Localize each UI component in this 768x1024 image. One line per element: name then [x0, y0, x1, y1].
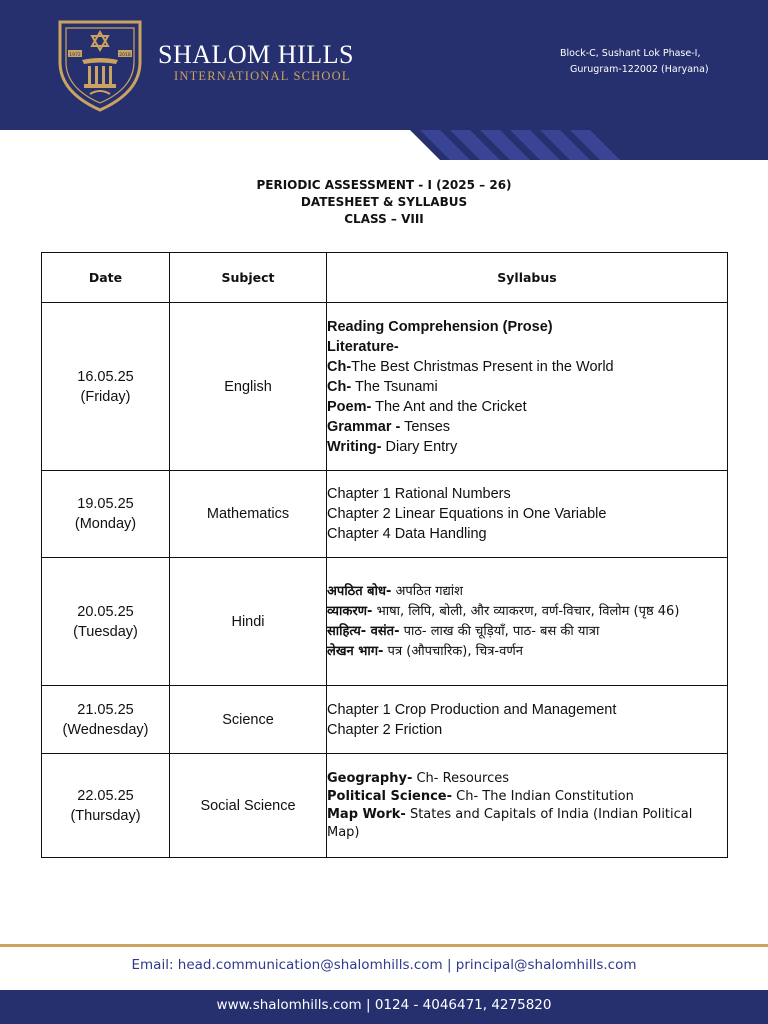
date-cell: [42, 686, 170, 754]
date-value: 22.05.25: [77, 787, 134, 804]
day-value: (Monday): [74, 516, 137, 532]
syllabus-label: Grammar -: [327, 418, 401, 435]
table-row: [42, 686, 728, 754]
address-line-1: Block-C, Sushant Lok Phase-I,: [560, 48, 701, 59]
syllabus-cell: [327, 303, 728, 471]
subject-cell: Social Science: [170, 754, 327, 858]
logo-year-right: 2018: [119, 53, 131, 58]
syllabus-line: Chapter 2 Friction: [327, 721, 443, 738]
school-address: [560, 46, 740, 78]
syllabus-line: [327, 357, 727, 377]
syllabus-line: [327, 377, 727, 397]
table-row: [42, 471, 728, 558]
table-row: [42, 754, 728, 858]
footer-website-phone[interactable]: www.shalomhills.com | 0124 - 4046471, 4275820: [216, 997, 552, 1013]
syllabus-label: Poem-: [327, 398, 372, 415]
date-cell: [42, 471, 170, 558]
syllabus-line: [327, 788, 727, 806]
header-syllabus: Syllabus: [327, 253, 728, 303]
day-value: (Tuesday): [73, 623, 138, 640]
footer-email-line[interactable]: Email: head.communication@shalomhills.com | principal@shalomhills.com: [131, 957, 637, 973]
syllabus-text: पत्र (औपचारिक), चित्र-वर्णन: [383, 643, 523, 659]
syllabus-line: [327, 397, 727, 417]
syllabus-line: [327, 317, 727, 337]
syllabus-label: Writing-: [327, 438, 382, 455]
school-crest-logo: [52, 16, 148, 112]
syllabus-label: व्याकरण-: [327, 603, 373, 619]
syllabus-text: भाषा, लिपि, बोली, और व्याकरण, वर्ण-विचार, विलोम (पृष्ठ 46): [372, 603, 680, 619]
syllabus-text: पाठ- लाख की चूड़ियाँ, पाठ- बस की यात्रा: [399, 623, 600, 639]
subject-cell: English: [170, 303, 327, 471]
title-datesheet: DATESHEET & SYLLABUS: [300, 195, 468, 209]
date-cell: [42, 558, 170, 686]
subject-cell: Science: [170, 686, 327, 754]
syllabus-label: Political Science-: [327, 788, 453, 804]
document-title: [0, 177, 768, 228]
table-row: [42, 303, 728, 471]
syllabus-label: अपठित बोध-: [327, 583, 392, 599]
syllabus-text: अपठित गद्यांश: [391, 583, 463, 599]
syllabus-text: The Tsunami: [351, 378, 438, 395]
syllabus-text: Diary Entry: [381, 438, 458, 455]
syllabus-line: [327, 602, 727, 622]
date-value: 16.05.25: [77, 368, 134, 385]
syllabus-label: साहित्य- वसंत-: [327, 623, 400, 639]
subject-cell: Hindi: [170, 558, 327, 686]
header-subject: Subject: [170, 253, 327, 303]
syllabus-label: Geography-: [327, 770, 413, 786]
syllabus-line: [327, 437, 727, 457]
syllabus-label: Ch-: [327, 378, 352, 395]
syllabus-label: Reading Comprehension (Prose): [327, 318, 553, 335]
syllabus-cell: [327, 686, 728, 754]
syllabus-label: Literature-: [327, 338, 399, 355]
logo-year-left: 1972: [69, 53, 81, 58]
syllabus-cell: [327, 471, 728, 558]
day-value: (Thursday): [70, 807, 141, 824]
header-date: Date: [42, 253, 170, 303]
syllabus-text: Ch- Resources: [412, 770, 510, 786]
syllabus-line: Chapter 1 Rational Numbers: [327, 486, 511, 502]
date-value: 21.05.25: [77, 701, 134, 718]
syllabus-line: [327, 806, 727, 842]
syllabus-line: Chapter 4 Data Handling: [327, 526, 487, 542]
title-assessment: PERIODIC ASSESSMENT - I (2025 – 26): [256, 178, 512, 192]
syllabus-text: Tenses: [400, 418, 451, 435]
syllabus-label: Ch-: [327, 358, 352, 375]
date-cell: [42, 303, 170, 471]
footer-divider: [0, 944, 768, 947]
date-value: 19.05.25: [77, 496, 134, 512]
syllabus-line: [327, 582, 727, 602]
syllabus-line: [327, 337, 727, 357]
syllabus-label: Map Work-: [327, 806, 406, 822]
school-name: SHALOM HILLS: [158, 40, 354, 69]
day-value: (Wednesday): [62, 721, 149, 738]
syllabus-line: Chapter 2 Linear Equations in One Variable: [327, 506, 607, 522]
title-class: CLASS – VIII: [344, 212, 424, 226]
syllabus-label: लेखन भाग-: [327, 643, 384, 659]
school-subtitle: INTERNATIONAL SCHOOL: [174, 69, 351, 83]
syllabus-cell: [327, 754, 728, 858]
date-value: 20.05.25: [77, 603, 134, 620]
syllabus-line: [327, 622, 727, 642]
subject-cell: Mathematics: [170, 471, 327, 558]
syllabus-text: The Best Christmas Present in the World: [351, 358, 614, 375]
syllabus-text: States and Capitals of India (Indian Political Map): [327, 806, 693, 840]
syllabus-line: [327, 770, 727, 788]
syllabus-cell: [327, 558, 728, 686]
datesheet-table: [41, 252, 728, 858]
syllabus-line: [327, 417, 727, 437]
date-cell: [42, 754, 170, 858]
syllabus-line: [327, 642, 727, 662]
day-value: (Friday): [80, 388, 131, 405]
table-row: [42, 558, 728, 686]
syllabus-line: Chapter 1 Crop Production and Management: [327, 701, 617, 718]
address-line-2: Gurugram-122002 (Haryana): [570, 64, 709, 75]
syllabus-text: Ch- The Indian Constitution: [452, 788, 634, 804]
syllabus-text: The Ant and the Cricket: [371, 398, 527, 415]
table-header-row: [42, 253, 728, 303]
